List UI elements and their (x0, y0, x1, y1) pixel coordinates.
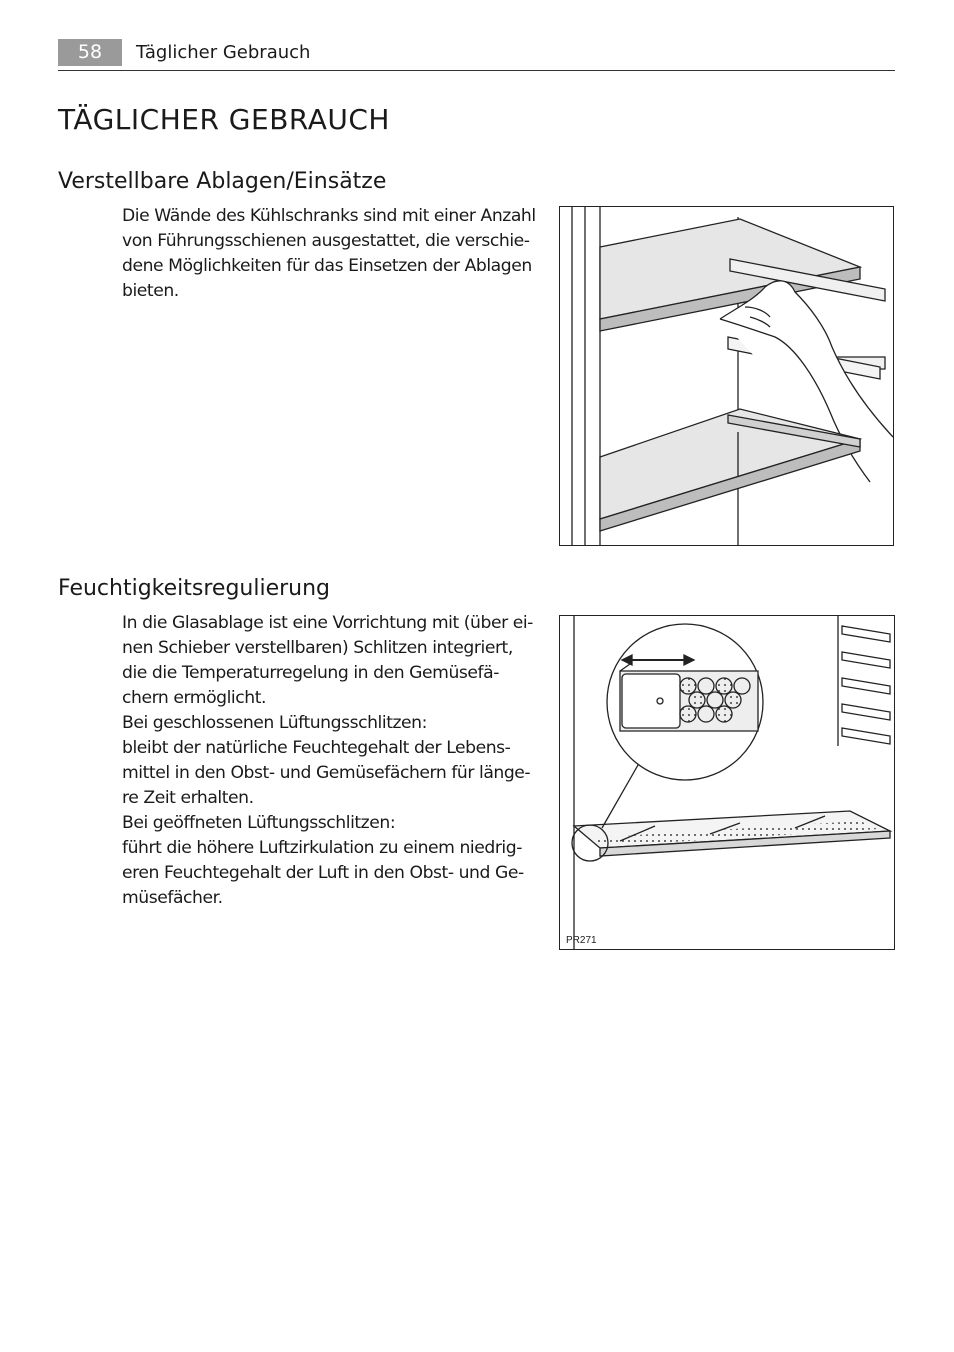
shelf-insertion-figure (559, 206, 894, 546)
section-heading-humidity-control: Feuchtigkeitsregulierung (58, 576, 331, 601)
page-number: 58 (58, 39, 122, 66)
body-line: mittel in den Obst- und Gemüsefächern für länge- (122, 763, 531, 783)
figure-code-label: PR271 (566, 935, 597, 946)
humidity-slider-figure (559, 615, 895, 950)
body-line: Bei geschlossenen Lüftungsschlitzen: (122, 713, 427, 733)
page-title: TÄGLICHER GEBRAUCH (58, 103, 390, 136)
body-line: dene Möglichkeiten für das Einsetzen der Ablagen (122, 256, 532, 276)
body-line: führt die höhere Luftzirkulation zu einem niedrig- (122, 838, 522, 858)
humidity-slider-illustration-icon (560, 616, 894, 949)
body-line: müsefächer. (122, 888, 223, 908)
section-heading-adjustable-shelves: Verstellbare Ablagen/Einsätze (58, 169, 387, 194)
section-body-adjustable-shelves (122, 204, 562, 304)
body-line: In die Glasablage ist eine Vorrichtung mit (über ei- (122, 613, 533, 633)
body-line: chern ermöglicht. (122, 688, 266, 708)
body-line: bieten. (122, 281, 179, 301)
shelf-insertion-illustration-icon (560, 207, 893, 545)
body-line: Bei geöffneten Lüftungsschlitzen: (122, 813, 396, 833)
body-line: eren Feuchtegehalt der Luft in den Obst- und Ge- (122, 863, 524, 883)
header-divider (58, 70, 895, 71)
body-line: von Führungsschienen ausgestattet, die verschie- (122, 231, 530, 251)
section-body-humidity-control (122, 611, 562, 911)
body-line: Die Wände des Kühlschranks sind mit einer Anzahl (122, 206, 536, 226)
body-line: re Zeit erhalten. (122, 788, 254, 808)
body-line: nen Schieber verstellbaren) Schlitzen integriert, (122, 638, 513, 658)
body-line: die die Temperaturregelung in den Gemüsefä- (122, 663, 499, 683)
running-header-title: Täglicher Gebrauch (136, 42, 311, 63)
body-line: bleibt der natürliche Feuchtegehalt der Lebens- (122, 738, 511, 758)
